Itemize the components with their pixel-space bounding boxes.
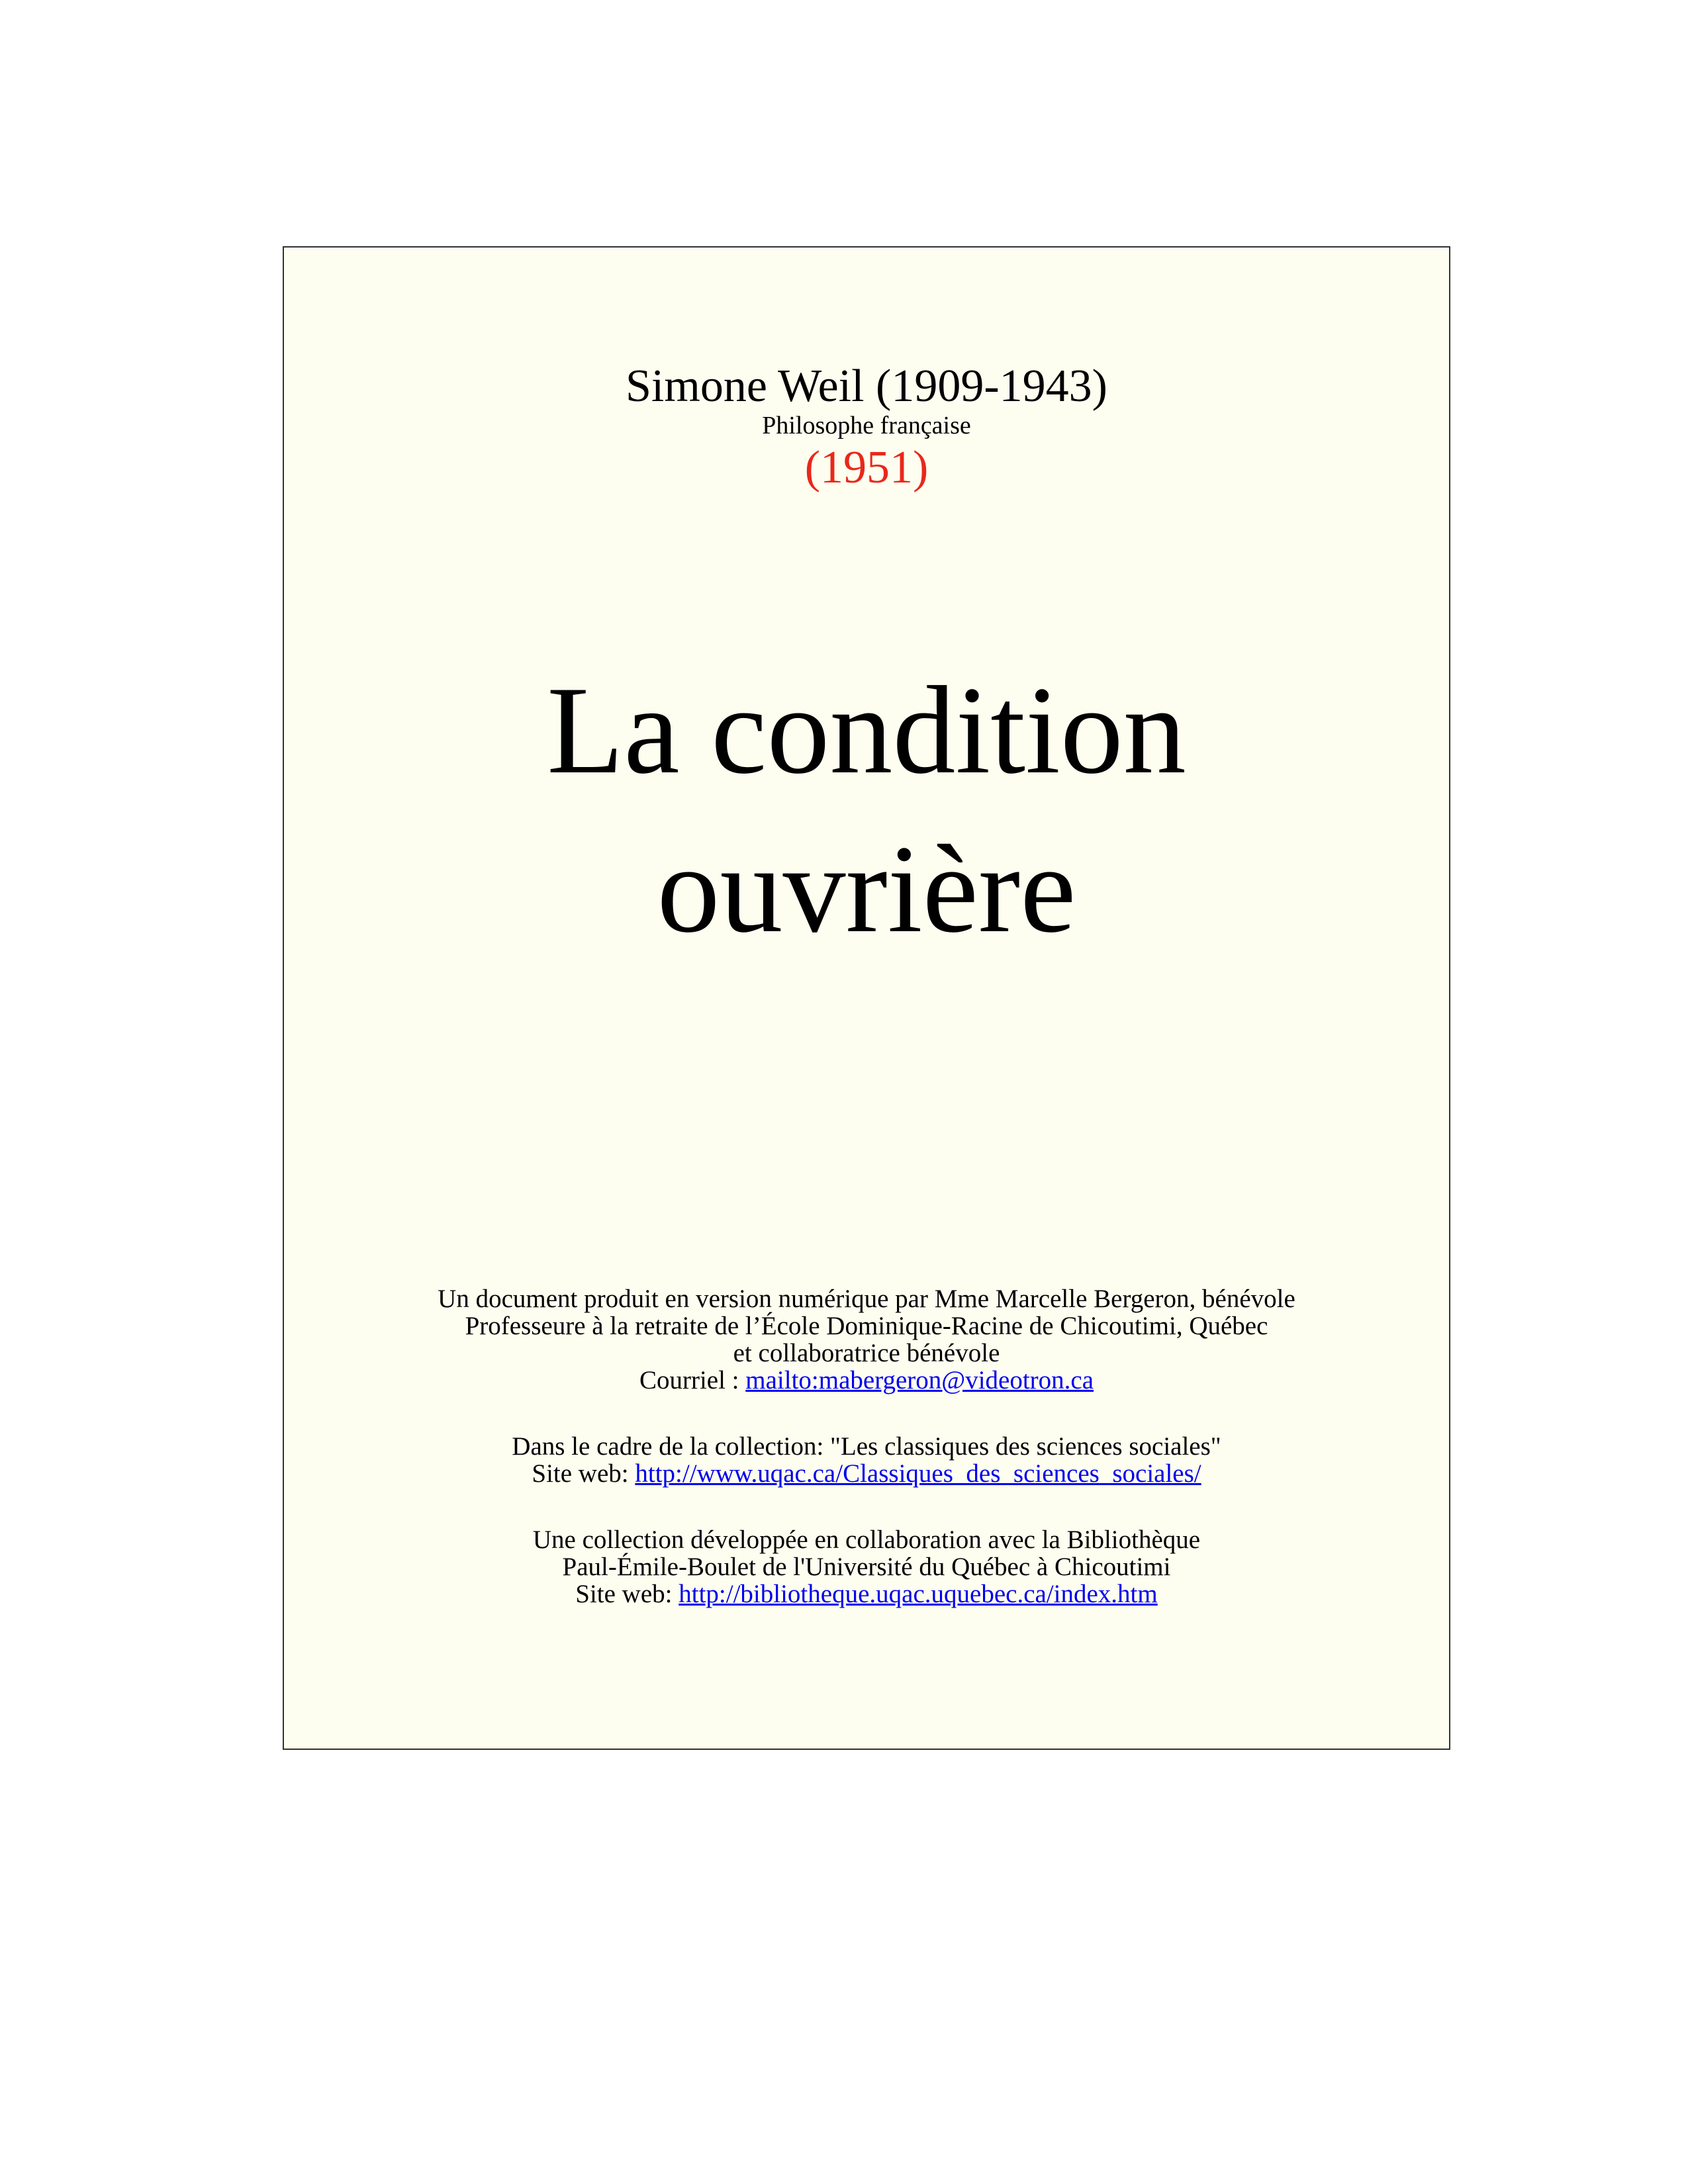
producer-line: Un document produit en version numérique par Mme Marcelle Bergeron, bénévole <box>438 1285 1295 1313</box>
library-site-link[interactable]: http://bibliotheque.uqac.uquebec.ca/index.htm <box>679 1580 1158 1608</box>
partnership-line-2: Paul-Émile-Boulet de l'Université du Québec à Chicoutimi <box>562 1553 1171 1581</box>
title-line-2: ouvrière <box>657 820 1076 959</box>
partnership-line-1: Une collection développée en collaboration avec la Bibliothèque <box>532 1525 1201 1554</box>
spacer <box>284 1394 1449 1433</box>
title-line-1: La condition <box>547 661 1186 800</box>
site-label-1: Site web: <box>532 1459 635 1488</box>
collection-line: Dans le cadre de la collection: "Les classiques des sciences sociales" <box>512 1432 1221 1461</box>
spacer <box>284 1487 1449 1526</box>
email-line <box>284 1367 1449 1394</box>
credits-block <box>284 1285 1449 1608</box>
affiliation-line: Professeure à la retraite de l’École Dominique-Racine de Chicoutimi, Québec <box>465 1312 1268 1340</box>
site-line-2 <box>284 1580 1449 1608</box>
publication-year: (1951) <box>804 442 929 493</box>
email-link[interactable]: mailto:mabergeron@videotron.ca <box>745 1366 1094 1394</box>
author-name: Simone Weil (1909-1943) <box>626 361 1107 412</box>
book-title <box>284 651 1449 969</box>
cover-page <box>283 246 1450 1750</box>
collection-site-link[interactable]: http://www.uqac.ca/Classiques_des_sciences_sociales/ <box>635 1459 1201 1488</box>
collaborator-line: et collaboratrice bénévole <box>733 1339 1000 1367</box>
email-label: Courriel : <box>639 1366 746 1394</box>
author-role: Philosophe française <box>762 412 971 439</box>
site-line-1 <box>284 1460 1449 1487</box>
site-label-2: Site web: <box>575 1580 679 1608</box>
